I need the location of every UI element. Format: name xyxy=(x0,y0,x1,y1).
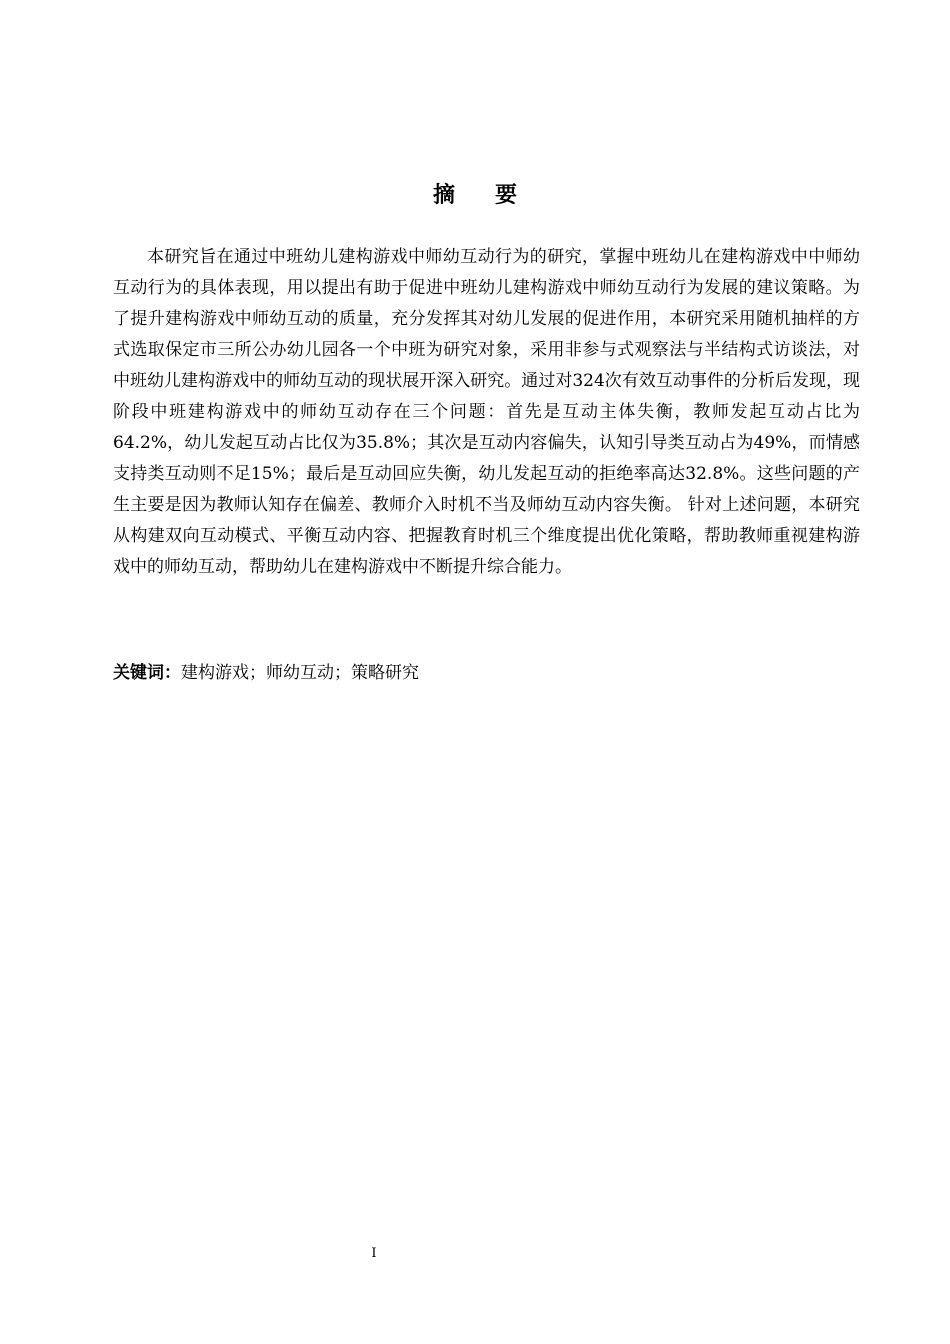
keywords-line xyxy=(113,658,860,689)
page-number: I xyxy=(371,1246,377,1261)
keywords-value: 建构游戏；师幼互动；策略研究 xyxy=(181,663,419,683)
page-title xyxy=(0,180,950,210)
abstract-body: 本研究旨在通过中班幼儿建构游戏中师幼互动行为的研究，掌握中班幼儿在建构游戏中中师幼互动行为的具体表现，用以提出有助于促进中班幼儿建构游戏中师幼互动行为发展的建议策略。为了提升建构游戏中师幼互动的质量，充分发挥其对幼儿发展的促进作用，本研究采用随机抽样的方式选取保定市三所公办幼儿园各一个中班为研究对象，采用非参与式观察法与半结构式访谈法，对中班幼儿建构游戏中的师幼互动的现状展开深入研究。通过对324次有效互动事件的分析后发现，现阶段中班建构游戏中的师幼互动存在三个问题：首先是互动主体失衡，教师发起互动占比为64.2%，幼儿发起互动占比仅为35.8%；其次是互动内容偏失，认知引导类互动占为49%，而情感支持类互动则不足15%；最后是互动回应失衡，幼儿发起互动的拒绝率高达32.8%。这些问题的产生主要是因为教师认知存在偏差、教师介入时机不当及师幼互动内容失衡。 针对上述问题，本研究从构建双向互动模式、平衡互动内容、把握教育时机三个维度提出优化策略，帮助教师重视建构游戏中的师幼互动，帮助幼儿在建构游戏中不断提升综合能力。 xyxy=(113,247,860,577)
keywords-label: 关键词： xyxy=(113,663,181,683)
title-char-2: 要 xyxy=(495,182,518,208)
title-char-1: 摘 xyxy=(432,182,455,208)
